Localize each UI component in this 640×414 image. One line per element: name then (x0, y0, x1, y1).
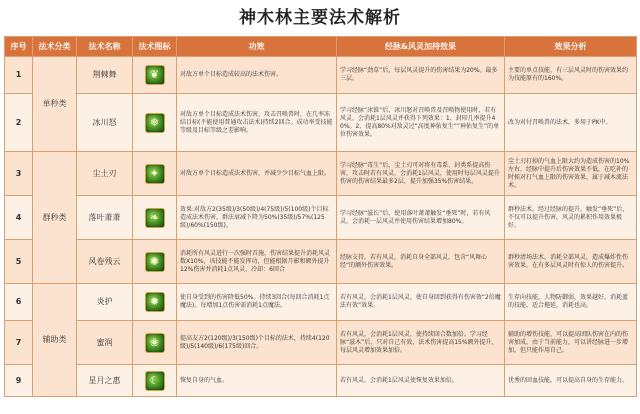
spell-effect: 使自身受到的伤害降低50%。持续3回合(每回合消耗1点魔法)。每增加1点伤害需消耗1点魔法。 (177, 284, 337, 321)
spell-effect: 提高友方2(120级)/3(150级)个目标的法术，持续4(120级)/5(140级)/6(175级)回合。 (177, 321, 337, 365)
table-header-row (5, 37, 637, 57)
table-row (5, 240, 637, 284)
spell-name: 冰川怒 (77, 94, 133, 152)
spell-bonus: 学习经脉“毒生”后，尘土刃可对将有毒系、封类系提高伤害，攻击时若有风灵，会消耗1层风灵，使用时每层风灵提升伤害的伤害结果最多2层，提升加强35%伤害结果。 (337, 152, 505, 196)
spell-effect: 对敌方单个目标造成法术伤害，攻击召唤兽时，在几率冻结目标(不能使用普通攻击法术)持续2回合。成功率受技能等级及目标等级之差影响。 (177, 94, 337, 152)
moon-icon: ☾ (145, 371, 165, 391)
spell-bonus: 学习经脉“劲草”后，每层风灵提升的伤害结果为20%。最多三层。 (337, 57, 505, 94)
spell-effect: 消耗所有风灵进行一次强时首施，伤害结果提升消耗风灵数X10%，该技能不能发挥功，但能根据月影和额外提升12%伤害并消耗1点风灵，冷却：6回合 (177, 240, 337, 284)
header-icon: 法术图标 (133, 37, 177, 57)
table-row (5, 94, 637, 152)
row-no: 6 (5, 284, 33, 321)
spell-analysis: 群秒法术。经过经脉的提升，触发“垂死”后，不仅可以提升伤害，风灵的累积作用效果极好。 (505, 196, 637, 240)
spell-name: 荆棘舞 (77, 57, 133, 94)
table-row (5, 152, 637, 196)
row-no: 7 (5, 321, 33, 365)
blade-icon: ✦ (145, 164, 165, 184)
spell-effect: 对敌方单个目标造成法术伤害，并减少少目标气血上限。 (177, 152, 337, 196)
spell-bonus: 若有风灵，会消耗1层风灵使恢复效果加倍。 (337, 365, 505, 397)
table-row (5, 284, 637, 321)
header-analysis: 效果分析 (505, 37, 637, 57)
spell-bonus: 学习经脉“冰锥”后，冰川怒对召唤兽及召唤物使用时，若有风灵，会消耗1层风灵并获得下列效果：1、封印几率提升40%。2、提高80%对敌灵过“高度神佑复生”“神佑复生”的单位伤害效果。 (337, 94, 505, 152)
spell-effect: 对敌方单个目标造成较高的法术伤害。 (177, 57, 337, 94)
spell-bonus: 经脉支持，若有风灵，消耗自身全部风灵，包含“风舞心经”的额外伤害效果。 (337, 240, 505, 284)
spell-name: 炎护 (77, 284, 133, 321)
header-bonus: 经脉&风灵加持效果 (337, 37, 505, 57)
row-no: 1 (5, 57, 33, 94)
spell-effect: 恢复自身的气血。 (177, 365, 337, 397)
header-effect: 功效 (177, 37, 337, 57)
leaves-icon: ❧ (145, 208, 165, 228)
spell-analysis: 生存向技能，人物防御弱，效果越好，消耗蓝的技能，适合拖延，消耗也高。 (505, 284, 637, 321)
category-cell: 单秒类 (33, 57, 77, 152)
spell-name: 星月之惠 (77, 365, 133, 397)
header-name: 法术名称 (77, 37, 133, 57)
spell-analysis: 改为对付召唤兽的法术，多用于PK中。 (505, 94, 637, 152)
spell-name: 蜜润 (77, 321, 133, 365)
table-row (5, 365, 637, 397)
row-no: 9 (5, 365, 33, 397)
row-no: 2 (5, 94, 33, 152)
spell-analysis: 主要的单点技能，有三层风灵时的伤害效果约为技能原有的160%。 (505, 57, 637, 94)
spell-bonus: 若有风灵，会消耗1层风灵，使自身回到获得有伤害效“2倍魔法有效”效果。 (337, 284, 505, 321)
whirlwind-icon: ✺ (145, 252, 165, 272)
spell-bonus: 若有风灵，会消耗1层风灵，使持续回合数加倍。学习经脉“滋木”后，只对自己有效，法术伤害提高15%额外提升，每层风灵增加效果加倍。 (337, 321, 505, 365)
table-row (5, 57, 637, 94)
spell-analysis: 尘土刃打掉的气血上限大约为造成伤害的10%左右，经脉中提升后伤害效果不低，在吃补的时候对打气血上限的伤害效果，属于减木流法术。 (505, 152, 637, 196)
row-no: 3 (5, 152, 33, 196)
spell-name: 尘土刃 (77, 152, 133, 196)
spell-effect: 效果:对敌方2(35级)/3(50级)/4(75级)/5(100级)个目标造成法术伤害，群法衰减下降为50%(35级)/57%(125级)/60%(150级)。 (177, 196, 337, 240)
header-category: 法术分类 (33, 37, 77, 57)
spell-bonus: 学习经脉“滋长”后，使用落叶萧萧触发“垂死”时，若有风灵，会消耗一层风灵并使用伤害结果增加80%。 (337, 196, 505, 240)
spell-name: 风卷残云 (77, 240, 133, 284)
page-title: 神木林主要法术解析 (239, 8, 401, 28)
flame-shield-icon: ✹ (145, 292, 165, 312)
category-cell: 群秒类 (33, 152, 77, 284)
ice-icon: ❄ (145, 113, 165, 133)
spell-name: 落叶萧萧 (77, 196, 133, 240)
vine-icon: ❦ (145, 65, 165, 85)
row-no: 4 (5, 196, 33, 240)
row-no: 5 (5, 240, 33, 284)
header-no: 序号 (5, 37, 33, 57)
table-row (5, 196, 637, 240)
spell-analysis: 优秀的回血技能，可以提高自身的生存能力。 (505, 365, 637, 397)
table-row (5, 321, 637, 365)
spell-analysis: 群秒清场法术，消耗全部风灵，造成爆炸性伤害效果，在有多层风灵时有惊人的伤害提升。 (505, 240, 637, 284)
nectar-icon: ❀ (145, 333, 165, 353)
spell-table (4, 36, 637, 397)
spell-analysis: 辅助的增伤技能，可以提高团队伤害在内的伤害加成，由于当前能力，可以讲经脉进一步增加，但只能作用自己。 (505, 321, 637, 365)
category-cell: 辅助类 (33, 284, 77, 397)
